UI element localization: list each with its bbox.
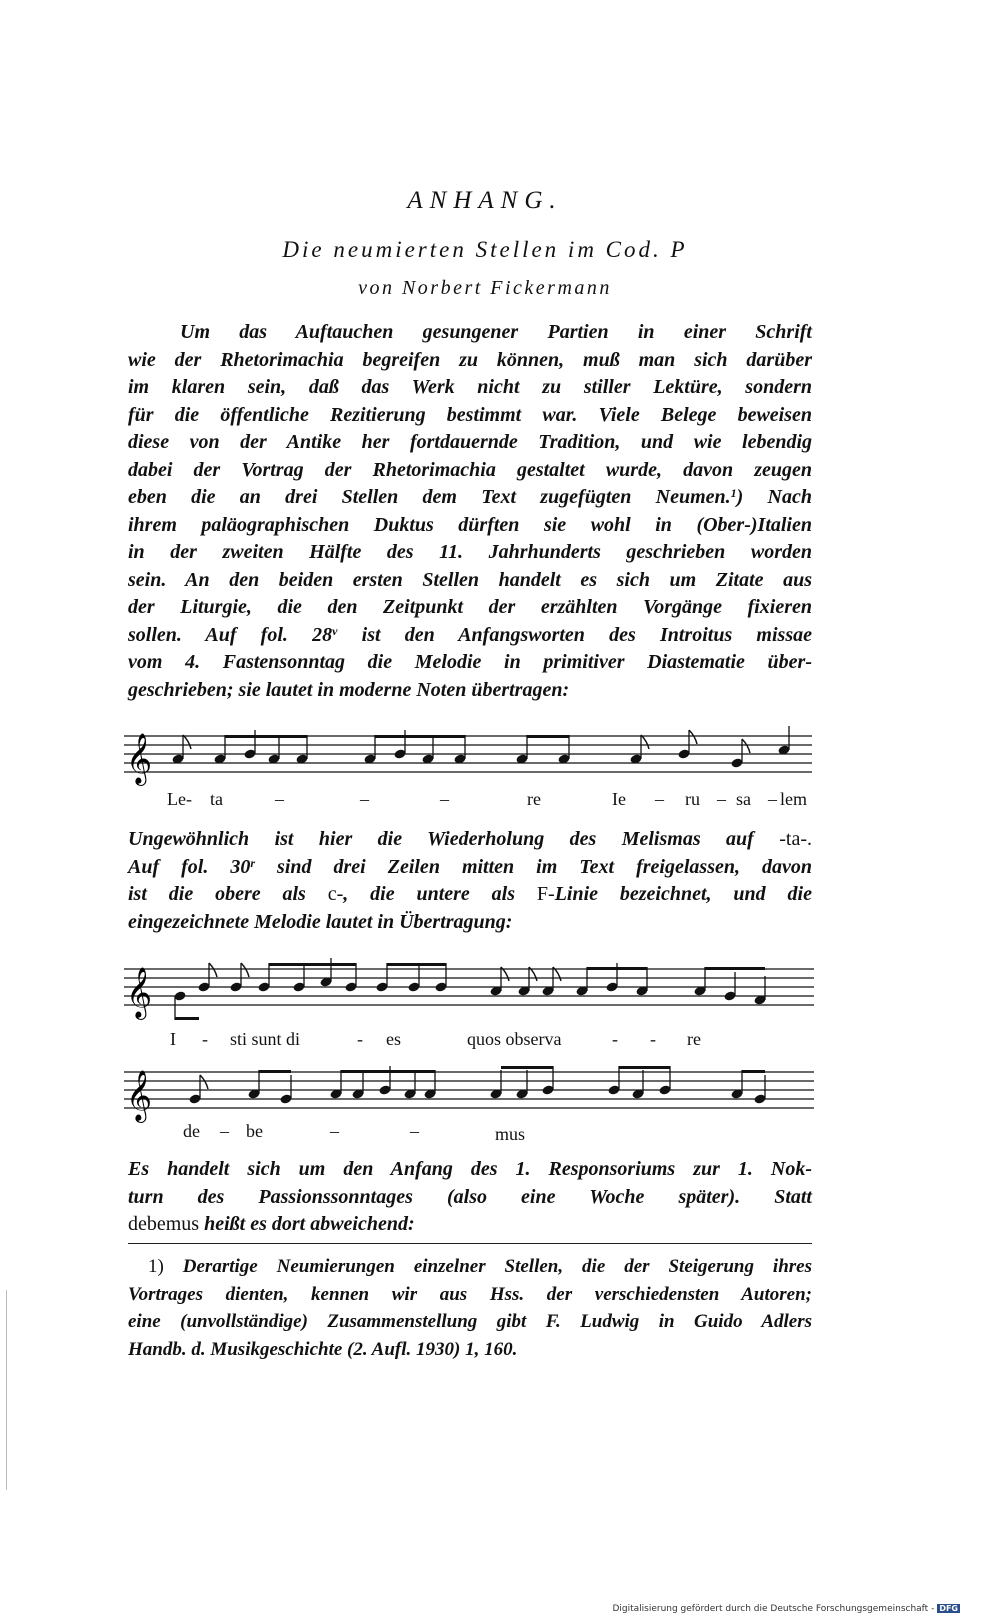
footnote-line: Handb. d. Musikgeschichte (2. Aufl. 1930) 1, 160. [128,1338,518,1360]
text-line: Auf fol. 30$^r$ sind drei Zeilen mitten im Text freigelassen, davon [128,855,812,878]
folio-verso-mark: v [332,623,338,638]
lyric-dash: – [330,1121,339,1141]
lyric-syllable: quos observa [467,1029,562,1049]
lyric-syllable: be [246,1121,263,1141]
music-staff-2b [124,1058,816,1128]
lyric-dash: – [717,789,726,809]
note-beam [175,1017,199,1020]
note-beam [742,1070,765,1073]
note-flag [183,735,191,749]
text-line: der Liturgie, die den Zeitpunkt der erzählten Vorgänge fixieren [128,596,812,618]
note-flag [200,1075,208,1089]
page-subtitle: Die neumierten Stellen im Cod. P [282,237,688,262]
lyric-syllable: ru [685,789,700,809]
text-line: turn des Passionssonntages (also eine Woche später). Statt [128,1185,812,1208]
notes-group-2a [173,958,766,1020]
lyric-syllable: lem [780,789,807,809]
lyric-dash: - [612,1029,618,1049]
page-title: ANHANG. [407,187,563,214]
lyric-syllable: sa [736,789,751,809]
lyric-syllable: es [386,1029,401,1049]
lyric-dash: – [360,789,369,809]
treble-clef-icon: 𝄞 [126,1070,153,1121]
dfg-logo: DFG [939,1604,958,1613]
treble-clef-icon: 𝄞 [126,733,153,784]
note-flag [742,739,750,753]
lyric-syllable: Le- [167,789,192,809]
lyric-dash: – [410,1121,419,1141]
text-line: diese von der Antike her fortdauernde Tradition, und wie lebendig [128,431,812,453]
notes-group-1 [171,726,790,769]
note-flag [241,963,249,977]
note-flag [641,735,649,749]
lyric-syllable: ta [210,789,223,809]
footnote-reference: 1 [730,486,737,500]
music-staff-2a [124,955,816,1030]
text-line: ist die obere als c-, die untere als F-Linie bezeichnet, und die [128,883,812,905]
lyric-syllable: re [687,1029,701,1049]
lyric-syllable: Ie [612,789,626,809]
text-line: Es handelt sich um den Anfang des 1. Responsoriums zur 1. Nok- [128,1158,812,1180]
text-line: ihrem paläographischen Duktus dürften sie wohl in (Ober-)Italien [128,513,812,536]
folio-recto-mark: r [250,855,256,870]
text-line: dabei der Vortrag der Rhetorimachia gestaltet wurde, davon zeugen [128,458,812,481]
lyric-dash: - [650,1029,656,1049]
lyric-syllable: mus [495,1124,526,1144]
note-beam [501,1066,553,1069]
text-line: für die öffentliche Rezitierung bestimmt war. Viele Belege beweisen [128,403,812,426]
lyric-dash: – [768,789,777,809]
digitization-footer [612,1604,960,1614]
lyric-syllable: I [170,1029,176,1049]
note-beam [259,1070,291,1073]
text-line: eingezeichnete Melodie lautet in Übertragung: [128,910,513,933]
footnote-number: 1) [148,1256,164,1277]
note-beam [304,963,356,966]
lyric-dash: - [202,1029,208,1049]
lyric-dash: – [655,789,664,809]
text-line: sollen. Auf fol. 28$^v$ ist den Anfangsworten des Introitus missae [128,623,812,646]
note-beam [619,1066,670,1069]
note-beam [269,963,304,966]
paragraph-third [128,1156,812,1239]
text-line: sein. An den beiden ersten Stellen handelt es sich um Zitate aus [128,568,812,591]
text-line: eben die an drei Stellen dem Text zugefügten Neumen.$^1$) Nach [128,486,812,508]
note-beam [341,1070,435,1073]
note-beam [587,967,647,970]
footnote-line: eine (unvollständige) Zusammenstellung gibt F. Ludwig in Guido Adlers [128,1311,812,1332]
text-line: im klaren sein, daß das Werk nicht zu stiller Lektüre, sondern [128,376,812,398]
footnote-line: 1) Derartige Neumierungen einzelner Stellen, die der Steigerung ihres [148,1256,812,1277]
footnote-separator [128,1243,812,1244]
note-beam [387,963,446,966]
lyric-dash: – [275,789,284,809]
text-line: debemus heißt es dort abweichend: [128,1213,415,1235]
lyric-dash: – [440,789,449,809]
lyric-syllable: re [527,789,541,809]
note-beam [225,735,307,738]
lyric-syllable: sti sunt di [230,1029,301,1049]
text-line: Um das Auftauchen gesungener Partien in einer Schrift [180,321,812,343]
note-beam [705,967,765,970]
note-beam [375,735,465,738]
note-beam [527,735,569,738]
lyric-dash: - [357,1029,363,1049]
text-line: Ungewöhnlich ist hier die Wiederholung des Melismas auf -ta-. [128,828,812,850]
lyric-dash: – [220,1121,229,1141]
text-line: vom 4. Fastensonntag die Melodie in primitiver Diastematie über- [128,651,812,673]
page-edge-shadow [6,1290,7,1490]
footer-text: Digitalisierung gefördert durch die Deutsche Forschungsgemeinschaft - [612,1604,935,1614]
note-flag [689,730,697,744]
text-line: wie der Rhetorimachia begreifen zu können, muß man sich darüber [128,348,812,371]
treble-clef-icon: 𝄞 [126,967,153,1018]
footnote [128,1253,812,1363]
paragraph-intro [128,319,812,704]
text-line: in der zweiten Hälfte des 11. Jahrhunderts geschrieben worden [128,541,812,563]
author-line: von Norbert Fickermann [358,277,612,299]
music-staff-1 [124,718,814,788]
lyric-syllable: de [183,1121,200,1141]
note-flag [209,963,217,977]
text-line: geschrieben; sie lautet in moderne Noten übertragen: [128,678,570,701]
paragraph-second [128,826,812,936]
footnote-line: Vortrages dienten, kennen wir aus Hss. der verschiedensten Autoren; [128,1283,812,1305]
